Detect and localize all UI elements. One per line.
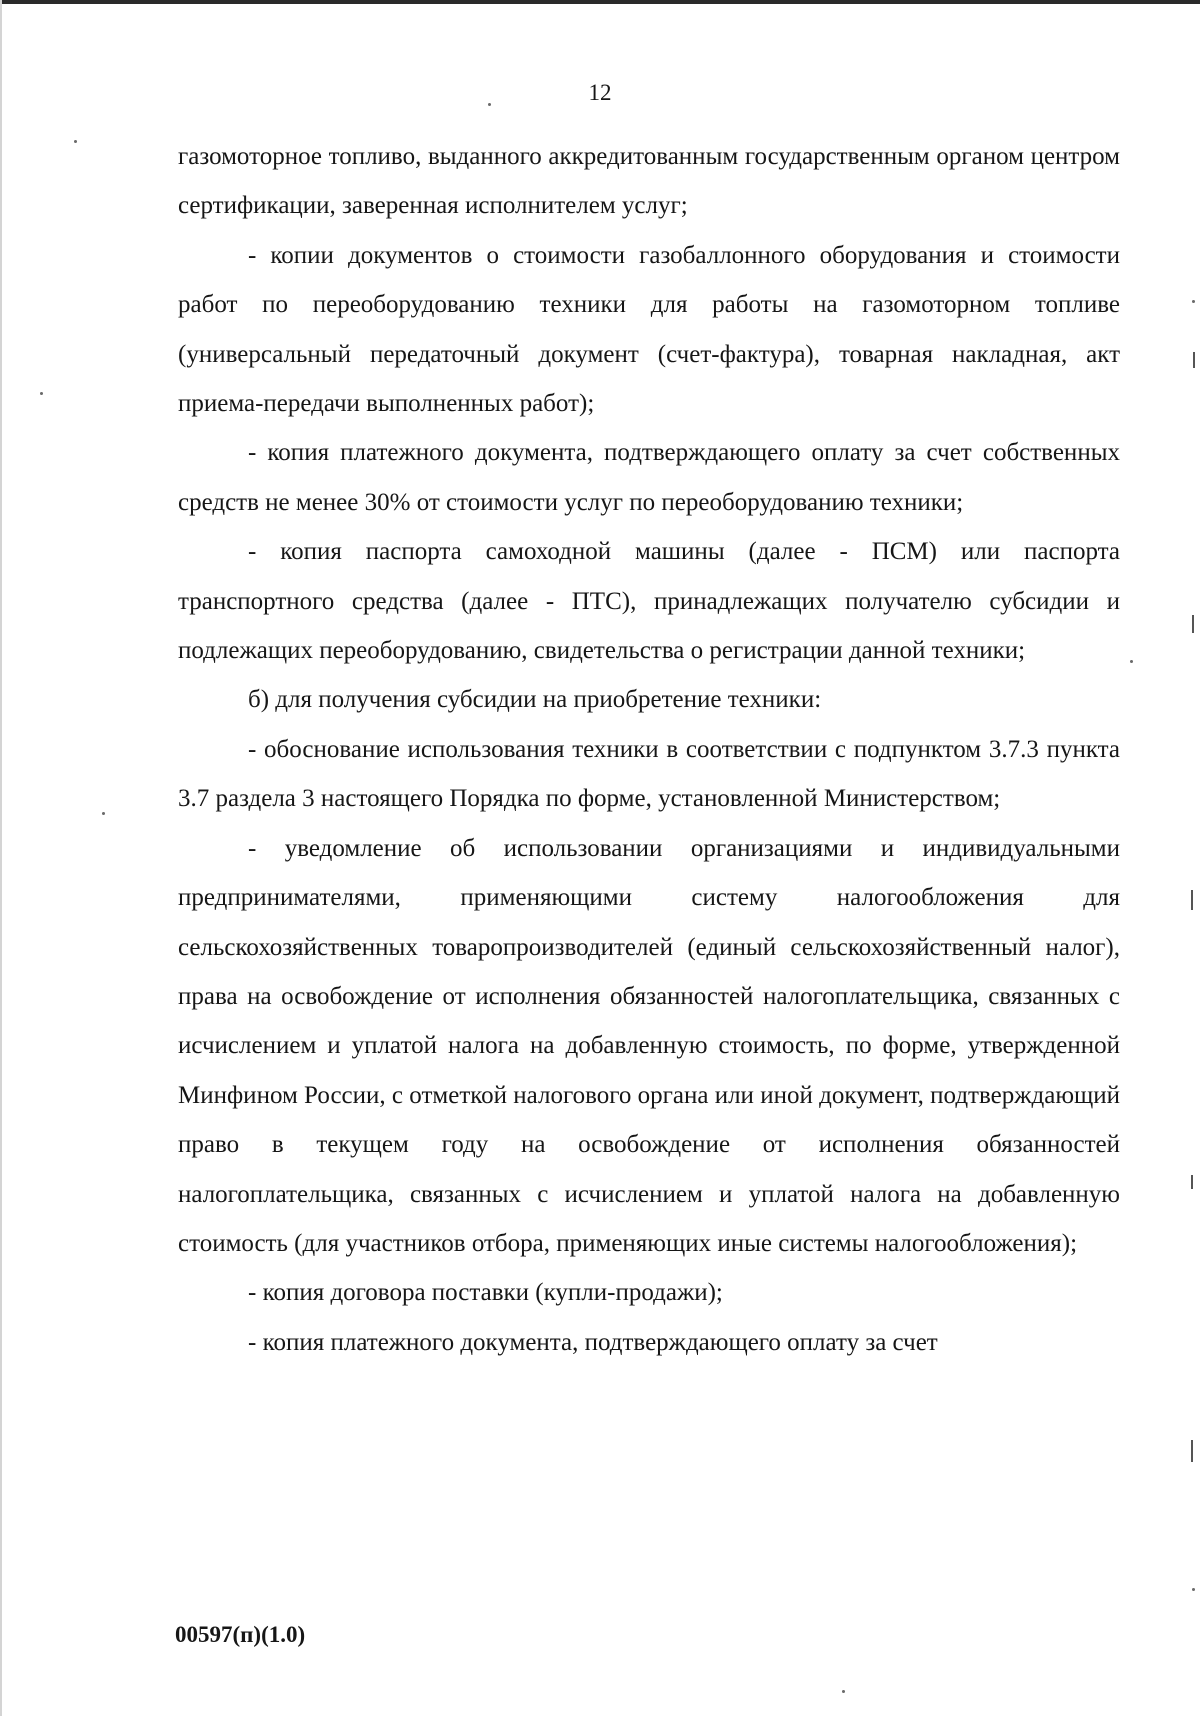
scan-speck (1192, 1588, 1195, 1591)
scan-speck (102, 812, 105, 815)
scan-tick (1191, 890, 1193, 910)
scan-speck (1130, 660, 1133, 663)
scan-tick (1192, 615, 1194, 633)
scan-speck (842, 1690, 845, 1693)
document-body (178, 132, 1120, 1367)
paragraph: - копия паспорта самоходной машины (далее - ПСМ) или паспорта транспортного средства (далее - ПТС), принадлежащих получателю субсидии и подлежащих переоборудованию, свидетельства о регистрации данной техники; (178, 538, 1120, 665)
scan-speck (1192, 300, 1195, 303)
paragraph: - копия платежного документа, подтверждающего оплату за счет собственных средств не менее 30% от стоимости услуг по переоборудованию техники; (178, 439, 1120, 516)
paragraph: - уведомление об использовании организациями и индивидуальными предпринимателями, применяющими систему налогообложения для сельскохозяйственных товаропроизводителей (единый сельскохозяйственный налог), права на освобождение от исполнения обязанностей налогоплательщика, связанных с исчислением и уплатой налога на добавленную стоимость, по форме, утвержденной Минфином России, с отметкой налогового органа или иной документ, подтверждающий право в текущем году на освобождение от исполнения обязанностей налогоплательщика, связанных с исчислением и уплатой налога на добавленную стоимость (для участников отбора, применяющих иные системы налогообложения); (178, 834, 1120, 1257)
scan-top-border (0, 0, 1200, 4)
paragraph: - копии документов о стоимости газобаллонного оборудования и стоимости работ по переоборудованию техники для работы на газомоторном топливе (универсальный передаточный документ (счет-фактура), товарная накладная, акт приема-передачи выполненных работ); (178, 241, 1120, 418)
paragraph: - копия договора поставки (купли-продажи); (248, 1279, 723, 1307)
paragraph: - копия платежного документа, подтверждающего оплату за счет (248, 1328, 938, 1356)
scan-left-edge (0, 0, 2, 1716)
scan-tick (1191, 1440, 1193, 1462)
scan-speck (488, 103, 491, 106)
paragraph: б) для получения субсидии на приобретение техники: (248, 686, 822, 714)
paragraph: - обоснование использования техники в соответствии с подпунктом 3.7.3 пункта 3.7 раздела 3 настоящего Порядка по форме, установленной Министерством; (178, 735, 1120, 813)
page-number: 12 (588, 80, 612, 105)
scan-tick (1193, 352, 1195, 368)
paragraph: газомоторное топливо, выданного аккредитованным государственным органом центром сертификации, заверенная исполнителем услуг; (178, 143, 1120, 220)
scan-tick (1191, 1175, 1193, 1189)
scan-speck (74, 140, 77, 143)
document-footer-code: 00597(п)(1.0) (175, 1622, 306, 1647)
scan-speck (40, 392, 43, 395)
